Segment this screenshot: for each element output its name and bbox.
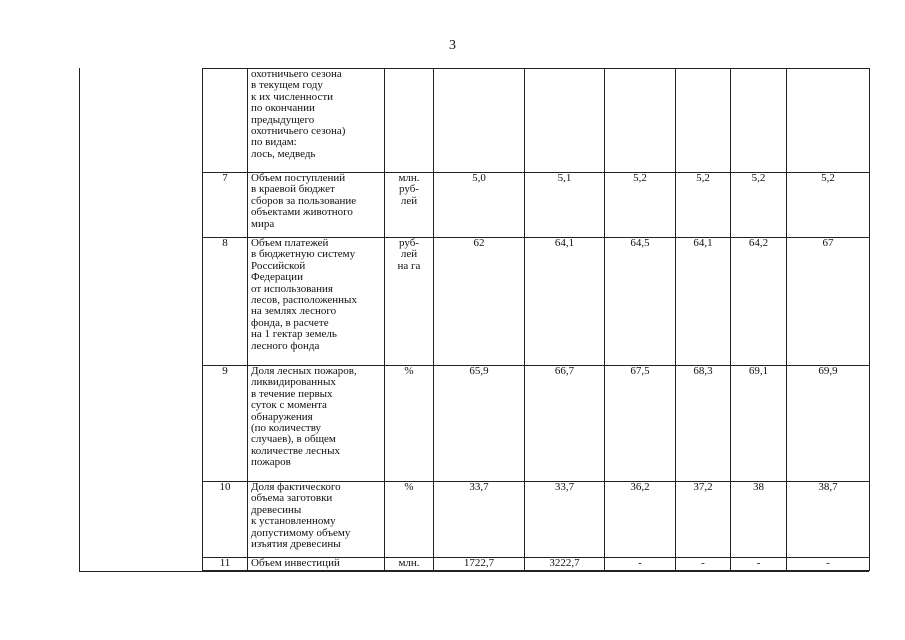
value-cell: 5,0 <box>434 173 525 238</box>
table-row <box>203 482 870 558</box>
value-cell <box>731 69 787 173</box>
value-cell: 33,7 <box>525 482 605 558</box>
table-row <box>203 238 870 366</box>
indicator-name-cell: Доля фактического объема заготовки древесины к установленному допустимому объему изъятия древесины <box>248 482 385 558</box>
row-number-cell: 8 <box>203 238 248 366</box>
value-cell: 67,5 <box>605 366 676 482</box>
value-cell: - <box>605 558 676 571</box>
value-cell: 5,2 <box>731 173 787 238</box>
unit-cell <box>385 69 434 173</box>
value-cell: 33,7 <box>434 482 525 558</box>
unit-cell: млн. <box>385 558 434 571</box>
table-row <box>203 69 870 173</box>
unit-cell: млн. руб- лей <box>385 173 434 238</box>
value-cell: 64,1 <box>525 238 605 366</box>
value-cell: 65,9 <box>434 366 525 482</box>
indicator-name-cell: Объем поступлений в краевой бюджет сборов за пользование объектами животного мира <box>248 173 385 238</box>
unit-cell: % <box>385 366 434 482</box>
value-cell: 36,2 <box>605 482 676 558</box>
row-number-cell: 7 <box>203 173 248 238</box>
value-cell: 38,7 <box>787 482 870 558</box>
row-number-cell: 9 <box>203 366 248 482</box>
table-row <box>203 366 870 482</box>
value-cell <box>605 69 676 173</box>
value-cell: 5,2 <box>605 173 676 238</box>
indicator-name-cell: Объем платежей в бюджетную систему Российской Федерации от использования лесов, расположенных на землях лесного фонда, в расчете на 1 гектар земель лесного фонда <box>248 238 385 366</box>
value-cell: 66,7 <box>525 366 605 482</box>
value-cell: 5,2 <box>676 173 731 238</box>
value-cell: 68,3 <box>676 366 731 482</box>
value-cell <box>525 69 605 173</box>
value-cell: 64,2 <box>731 238 787 366</box>
indicator-name-cell: Доля лесных пожаров, ликвидированных в течение первых суток с момента обнаружения (по количеству случаев), в общем количестве лесных пожаров <box>248 366 385 482</box>
value-cell: 3222,7 <box>525 558 605 571</box>
unit-cell: руб- лей на га <box>385 238 434 366</box>
value-cell <box>787 69 870 173</box>
unit-cell: % <box>385 482 434 558</box>
value-cell: 64,5 <box>605 238 676 366</box>
value-cell: 69,9 <box>787 366 870 482</box>
indicator-name-cell: охотничьего сезона в текущем году к их численности по окончании предыдущего охотничьего сезона) по видам: лось, медведь <box>248 69 385 173</box>
row-number-cell <box>203 69 248 173</box>
table-frame-bottom-border <box>79 571 869 572</box>
row-number-cell: 10 <box>203 482 248 558</box>
table-frame-left-border <box>79 68 80 572</box>
row-number-cell: 11 <box>203 558 248 571</box>
value-cell: - <box>787 558 870 571</box>
value-cell: 5,2 <box>787 173 870 238</box>
indicators-table <box>202 68 870 571</box>
indicator-name-cell: Объем инвестиций <box>248 558 385 571</box>
value-cell: 38 <box>731 482 787 558</box>
value-cell: 67 <box>787 238 870 366</box>
table-row <box>203 558 870 571</box>
value-cell: - <box>731 558 787 571</box>
table-body <box>203 69 870 571</box>
value-cell: 69,1 <box>731 366 787 482</box>
value-cell: 62 <box>434 238 525 366</box>
value-cell: - <box>676 558 731 571</box>
value-cell <box>434 69 525 173</box>
table-row <box>203 173 870 238</box>
value-cell <box>676 69 731 173</box>
value-cell: 1722,7 <box>434 558 525 571</box>
value-cell: 64,1 <box>676 238 731 366</box>
value-cell: 37,2 <box>676 482 731 558</box>
page-number: 3 <box>449 38 456 53</box>
value-cell: 5,1 <box>525 173 605 238</box>
